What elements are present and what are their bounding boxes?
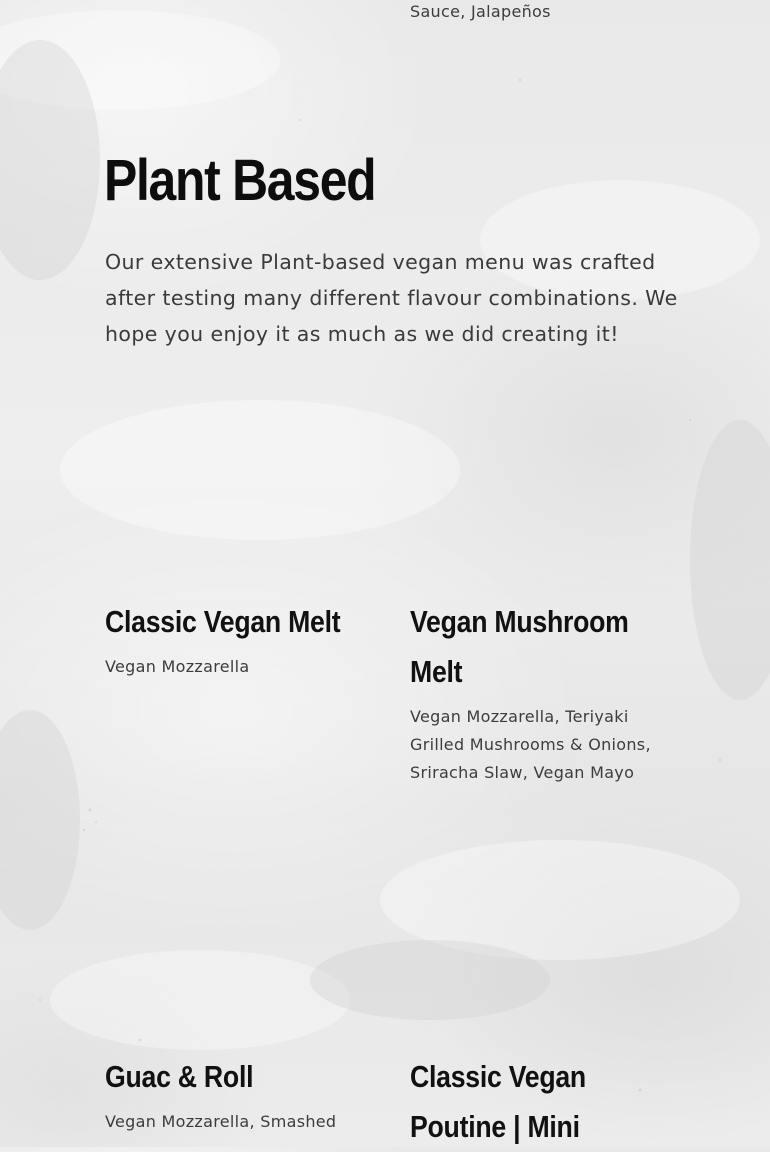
menu-item-name: Classic Vegan Poutine | Mini	[410, 1059, 586, 1144]
menu-item-guac-and-roll	[105, 1052, 385, 1136]
previous-item-description: Sauce, Jalapeños	[410, 2, 551, 21]
menu-item-classic-vegan-melt	[105, 597, 385, 681]
menu-item-description: Vegan Mozzarella, Smashed	[105, 1112, 337, 1131]
menu-item-name: Classic Vegan Melt	[105, 604, 341, 639]
menu-item-name: Vegan Mushroom Melt	[410, 604, 629, 689]
menu-item-description: Vegan Mozzarella, Teriyaki Grilled Mushrooms & Onions, Sriracha Slaw, Vegan Mayo	[410, 707, 651, 782]
menu-item-vegan-mushroom-melt	[410, 597, 690, 787]
menu-item-classic-vegan-poutine-mini	[410, 1052, 690, 1152]
menu-item-description: Vegan Mozzarella	[105, 657, 250, 676]
menu-item-name: Guac & Roll	[105, 1059, 254, 1094]
section-title: Plant Based	[104, 148, 376, 213]
section-intro: Our extensive Plant-based vegan menu was crafted after testing many different flavour combinations. We hope you enjoy it as much as we did creating it!	[105, 250, 678, 346]
